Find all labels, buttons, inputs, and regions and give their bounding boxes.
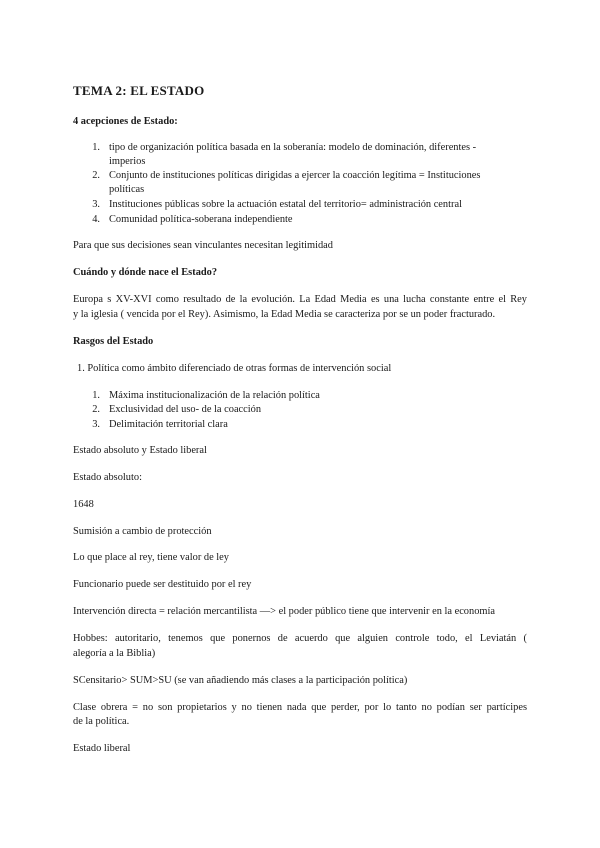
list-text: Delimitación territorial clara (109, 419, 228, 430)
list-text-cont: imperios (109, 156, 146, 167)
list-text: Conjunto de instituciones políticas dirigidas a ejercer la coacción legítima = Instituciones (109, 170, 481, 181)
paragraph: SCensitario> SUM>SU (se van añadiendo más clases a la participación política) (73, 675, 408, 686)
list-number: 3. (92, 419, 100, 430)
list-number: 3. (92, 199, 100, 210)
paragraph: Estado absoluto y Estado liberal (73, 445, 207, 456)
nace-paragraph-line1: Europa s XV-XVI como resultado de la evolución. La Edad Media es una lucha constante entre el Rey (73, 294, 527, 305)
nace-paragraph-line2: y la iglesia ( vencida por el Rey). Asimismo, la Edad Media se caracteriza por se un poder fracturado. (73, 309, 496, 320)
paragraph: Sumisión a cambio de protección (73, 526, 212, 537)
list-number: 1. (92, 390, 100, 401)
hobbes-paragraph-line2: alegoría a la Biblia) (73, 648, 156, 659)
page-title: TEMA 2: EL ESTADO (73, 83, 205, 98)
list-text: Comunidad política-soberana independiente (109, 214, 293, 225)
nace-heading: Cuándo y dónde nace el Estado? (73, 267, 218, 278)
paragraph: Lo que place al rey, tiene valor de ley (73, 552, 229, 563)
rasgos-item: 1. Política como ámbito diferenciado de otras formas de intervención social (77, 363, 392, 374)
list-text: Máxima institucionalización de la relación política (109, 390, 320, 401)
hobbes-paragraph-line1: Hobbes: autoritario, tenemos que ponernos de acuerdo que alguien controle todo, el Leviatán ( (73, 633, 527, 644)
clase-obrera-line2: de la política. (73, 716, 130, 727)
paragraph: Estado absoluto: (73, 472, 142, 483)
paragraph: 1648 (73, 499, 94, 510)
list-text: Instituciones públicas sobre la actuación estatal del territorio= administración central (109, 199, 462, 210)
list-text: Exclusividad del uso- de la coacción (109, 404, 262, 415)
legitimidad-note: Para que sus decisiones sean vinculantes necesitan legitimidad (73, 240, 333, 251)
list-number: 2. (92, 170, 100, 181)
list-number: 2. (92, 404, 100, 415)
rasgos-heading: Rasgos del Estado (73, 336, 154, 347)
list-number: 1. (92, 142, 100, 153)
paragraph: Intervención directa = relación mercantilista —> el poder público tiene que intervenir en la economía (73, 606, 495, 617)
acepciones-heading: 4 acepciones de Estado: (73, 116, 178, 127)
list-number: 4. (92, 214, 100, 225)
list-text-cont: políticas (109, 184, 145, 195)
list-text: tipo de organización política basada en la soberanía: modelo de dominación, diferentes - (109, 142, 477, 153)
paragraph: Estado liberal (73, 743, 131, 754)
paragraph: Funcionario puede ser destituido por el rey (73, 579, 252, 590)
clase-obrera-line1: Clase obrera = no son propietarios y no tienen nada que perder, por lo tanto no podían ser partícipes (73, 702, 527, 713)
